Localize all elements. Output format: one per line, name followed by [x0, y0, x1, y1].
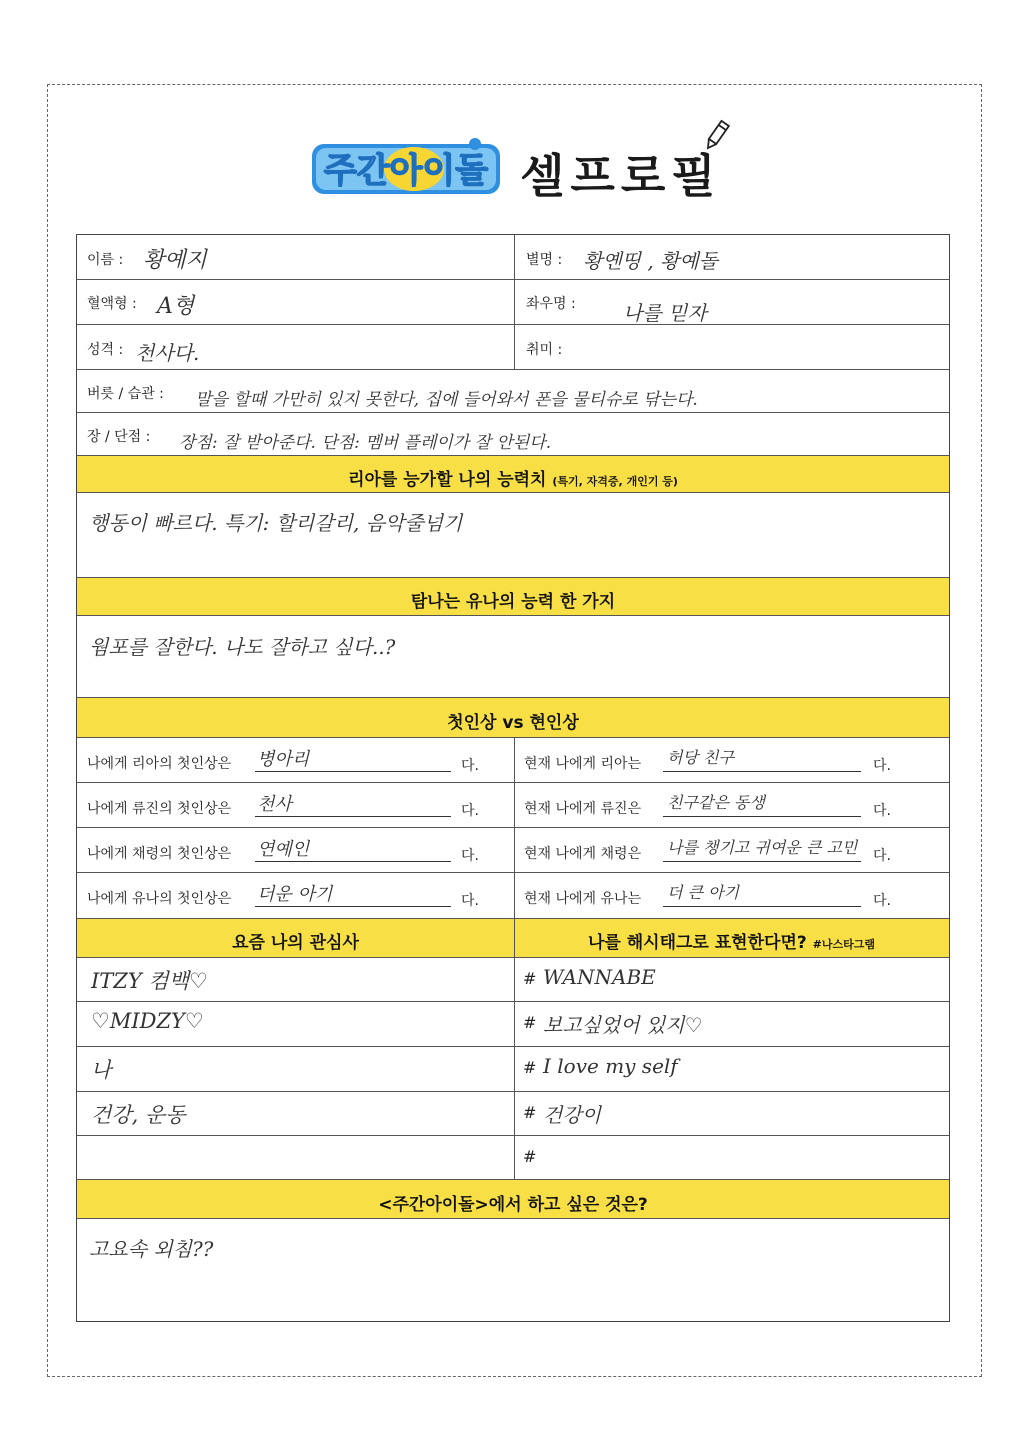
- answer-line: [255, 771, 451, 772]
- interest-item: 건강, 운동: [91, 1103, 186, 1127]
- yuna-value: 웜포를 잘한다. 나도 잘하고 싶다..?: [89, 635, 396, 659]
- hashtag-item: I love my self: [543, 1054, 678, 1078]
- interest-item: 나: [91, 1058, 112, 1082]
- name-value: 황예지: [143, 248, 207, 273]
- motto-label: 좌우명 :: [526, 296, 576, 312]
- answer-line: [255, 906, 451, 907]
- nickname-value: 황옌띵 , 황예돌: [583, 249, 718, 273]
- wish-header: <주간아이돌>에서 하고 싶은 것은?: [378, 1195, 648, 1215]
- impression-now-label: 현재 나에게 리아는: [524, 756, 642, 772]
- hash-mark: #: [523, 969, 537, 988]
- impression-da: 다.: [873, 803, 891, 819]
- impression-first-label: 나에게 채령의 첫인상은: [87, 846, 232, 862]
- page-title: 셀프로필: [520, 149, 722, 203]
- answer-line: [663, 861, 861, 862]
- impression-da: 다.: [461, 758, 479, 774]
- impression-da: 다.: [873, 758, 891, 774]
- impression-now-value: 허당 친구: [667, 748, 734, 767]
- profile-sheet: [76, 234, 950, 1322]
- hash-mark: #: [523, 1058, 537, 1077]
- impression-first-label: 나에게 유나의 첫인상은: [87, 891, 232, 907]
- impression-now-value: 나를 챙기고 귀여운 큰 고민: [667, 838, 858, 857]
- blood-label: 혈액형 :: [87, 296, 137, 312]
- motto-value: 나를 믿자: [623, 301, 707, 325]
- hash-mark: #: [523, 1103, 537, 1122]
- impression-da: 다.: [873, 848, 891, 864]
- header: [310, 118, 730, 210]
- answer-line: [255, 861, 451, 862]
- pros-cons-label: 장 / 단점 :: [87, 429, 151, 445]
- impression-header: 첫인상 vs 현인상: [447, 713, 579, 733]
- blood-value: A형: [157, 294, 195, 319]
- answer-line: [663, 771, 861, 772]
- name-label: 이름 :: [87, 252, 124, 268]
- hashtags-header: 나를 해시태그로 표현한다면? #나스타그램: [587, 933, 876, 953]
- impression-da: 다.: [461, 803, 479, 819]
- hobby-label: 취미 :: [526, 342, 563, 358]
- interest-item: ♡MIDZY♡: [91, 1009, 204, 1033]
- hash-mark: #: [523, 1013, 537, 1032]
- hashtag-item: 건강이: [543, 1103, 601, 1127]
- pros-cons-value: 장점: 잘 받아준다. 단점: 멤버 플레이가 잘 안된다.: [179, 433, 552, 453]
- wish-value: 고요속 외침??: [89, 1237, 214, 1261]
- interest-item: ITZY 컴백♡: [91, 969, 208, 993]
- nickname-label: 별명 :: [526, 252, 563, 268]
- impression-now-value: 친구같은 동생: [667, 793, 765, 812]
- hashtag-item: 보고싶었어 있지♡: [543, 1013, 703, 1037]
- answer-line: [255, 816, 451, 817]
- impression-now-value: 더 큰 아기: [667, 883, 739, 902]
- logo: [310, 136, 502, 200]
- impression-first-label: 나에게 류진의 첫인상은: [87, 801, 232, 817]
- svg-text:주간아이돌: 주간아이돌: [323, 151, 489, 191]
- habit-value: 말을 할때 가만히 있지 못한다, 집에 들어와서 폰을 물티슈로 닦는다.: [195, 390, 698, 410]
- impression-first-value: 병아리: [257, 749, 310, 770]
- personality-value: 천사다.: [135, 341, 200, 365]
- habit-label: 버릇 / 습관 :: [87, 386, 164, 402]
- hash-mark: #: [523, 1147, 537, 1166]
- impression-now-label: 현재 나에게 채령은: [524, 846, 642, 862]
- impression-first-value: 더운 아기: [257, 884, 333, 905]
- ability-header: 리아를 능가할 나의 능력치 (특기, 자격증, 개인기 등): [348, 470, 678, 490]
- pencil-icon: [702, 118, 732, 154]
- impression-first-value: 천사: [257, 794, 292, 815]
- impression-first-label: 나에게 리아의 첫인상은: [87, 756, 232, 772]
- impression-now-label: 현재 나에게 유나는: [524, 891, 642, 907]
- hashtag-item: WANNABE: [543, 965, 656, 989]
- answer-line: [663, 816, 861, 817]
- interests-header: 요즘 나의 관심사: [232, 933, 359, 953]
- impression-da: 다.: [461, 848, 479, 864]
- ability-value: 행동이 빠르다. 특기: 할리갈리, 음악줄넘기: [89, 511, 463, 535]
- answer-line: [663, 906, 861, 907]
- impression-da: 다.: [461, 893, 479, 909]
- personality-label: 성격 :: [87, 342, 124, 358]
- impression-first-value: 연예인: [257, 839, 310, 860]
- impression-now-label: 현재 나에게 류진은: [524, 801, 642, 817]
- yuna-header: 탐나는 유나의 능력 한 가지: [410, 592, 616, 612]
- impression-da: 다.: [873, 893, 891, 909]
